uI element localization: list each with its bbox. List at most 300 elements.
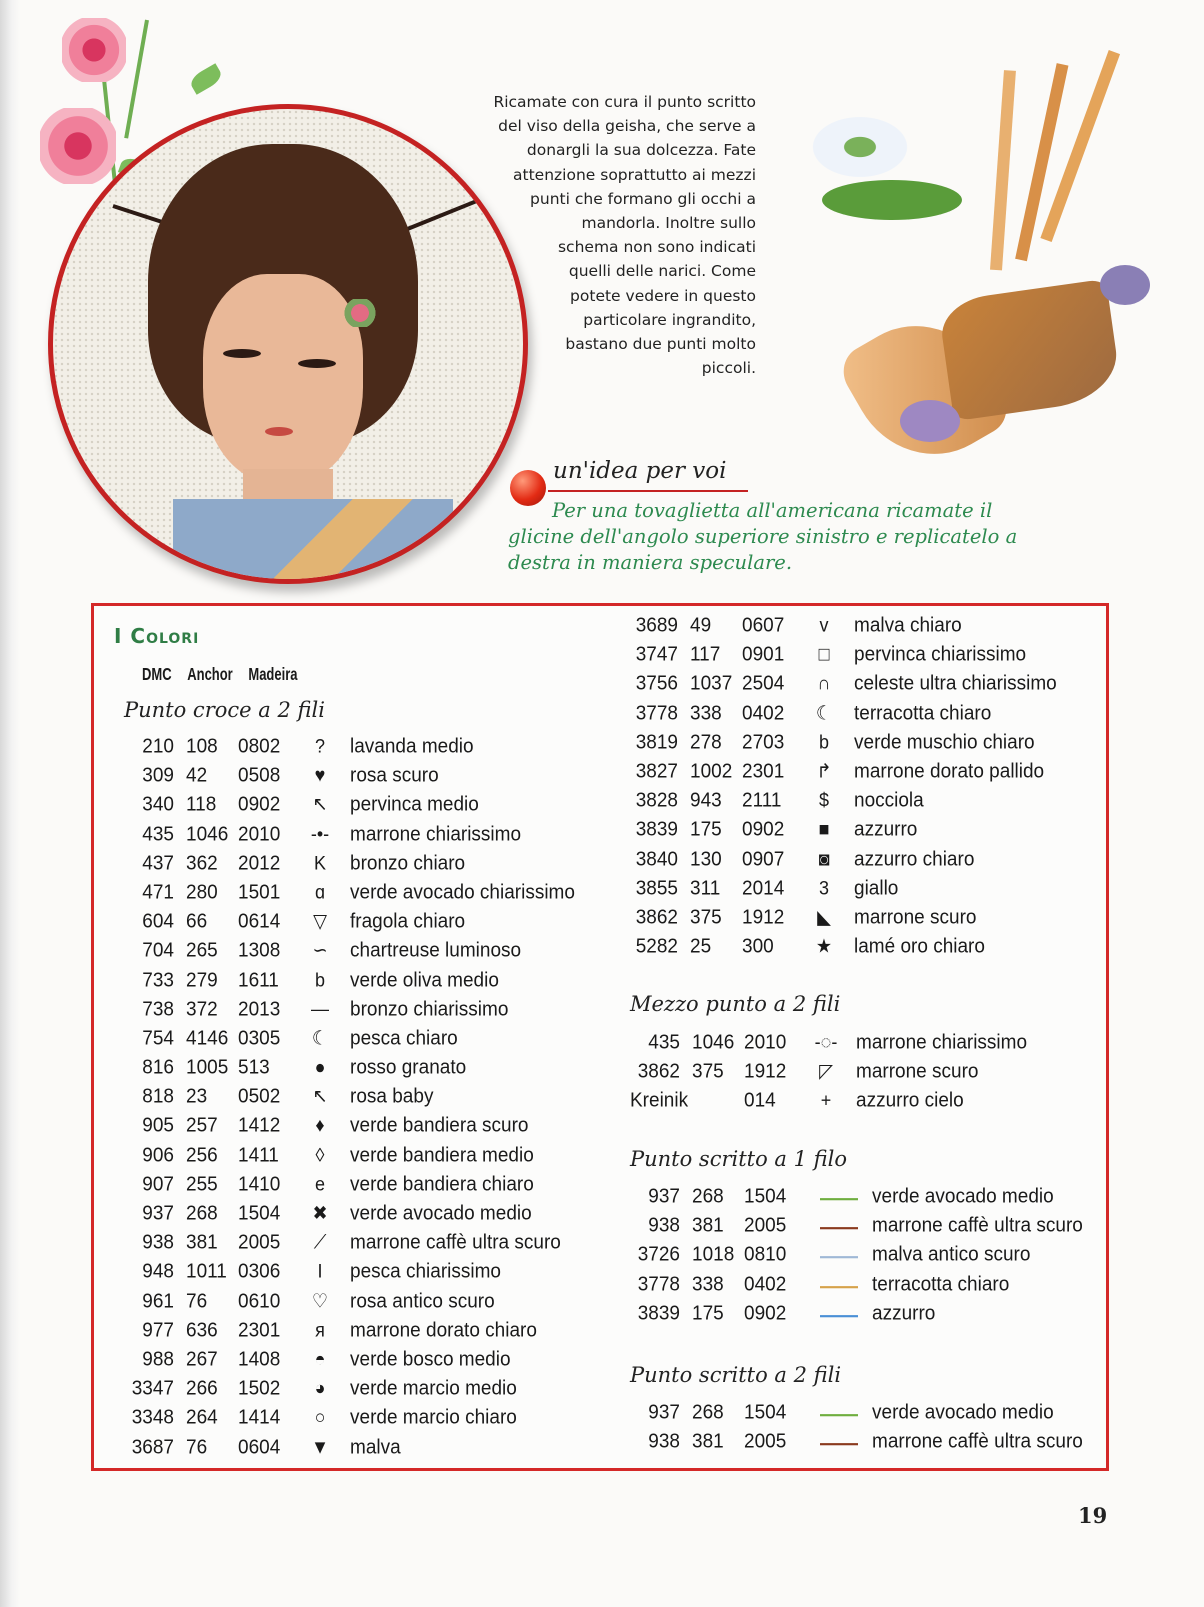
- madeira-code: 1504: [744, 1401, 787, 1424]
- table-row: [630, 1085, 1110, 1117]
- hair-flower-icon: [343, 299, 377, 327]
- madeira-code: 0614: [238, 910, 281, 933]
- anchor-code: 130: [690, 847, 722, 871]
- madeira-code: 0508: [238, 764, 281, 788]
- table-row: [124, 789, 604, 821]
- anchor-code: 257: [186, 1114, 218, 1138]
- color-name: nocciola: [854, 789, 924, 812]
- color-name: verde marcio medio: [350, 1377, 517, 1400]
- anchor-code: 23: [186, 1085, 208, 1109]
- table-row: [628, 931, 1108, 963]
- madeira-code: 2301: [742, 760, 785, 783]
- table-row: [630, 1298, 1110, 1330]
- stitch-symbol-icon: b: [314, 968, 325, 991]
- backstitch-line-swatch: [820, 1286, 858, 1288]
- anchor-code: 338: [690, 701, 722, 725]
- color-name: rosa baby: [350, 1085, 434, 1109]
- dmc-code: 977: [142, 1318, 174, 1342]
- color-name: verde bandiera chiaro: [350, 1172, 534, 1196]
- madeira-code: 2005: [238, 1231, 281, 1255]
- section-title-croce: Punto croce a 2 fili: [124, 698, 325, 722]
- stitch-symbol-icon: ↱: [816, 760, 832, 782]
- anchor-code: 267: [186, 1348, 218, 1371]
- idea-text: Per una tovaglietta all'americana ricamate il glicine dell'angolo superiore sinistro e replicatelo a destra in maniera speculare.: [508, 499, 1018, 574]
- madeira-code: 1411: [238, 1143, 279, 1167]
- stitch-symbol-icon: ☾: [815, 701, 833, 724]
- stitch-symbol-icon: ∽: [312, 939, 328, 962]
- table-row: [124, 1431, 604, 1463]
- table-row: [124, 818, 604, 850]
- stitch-symbol-icon: ⟋: [313, 1231, 327, 1253]
- dmc-code: 907: [142, 1172, 174, 1196]
- anchor-code: 375: [692, 1060, 724, 1084]
- anchor-code: 255: [186, 1172, 218, 1196]
- col-madeira: Madeira: [248, 664, 298, 685]
- madeira-code: 2010: [744, 1031, 787, 1054]
- dmc-code: 3747: [635, 643, 678, 667]
- lotus-icon: [805, 112, 915, 182]
- anchor-code: 4146: [186, 1027, 229, 1050]
- stitch-symbol-icon: ◓: [314, 1348, 326, 1370]
- backstitch-line-swatch: [820, 1198, 858, 1200]
- color-name: marrone chiarissimo: [350, 822, 522, 846]
- madeira-code: 2005: [744, 1214, 787, 1238]
- madeira-code: 2111: [742, 789, 782, 812]
- color-name: malva: [350, 1435, 401, 1459]
- color-name: verde bandiera scuro: [350, 1114, 529, 1138]
- stitch-symbol-icon: ◊: [315, 1143, 325, 1166]
- stitch-symbol-icon: v: [819, 614, 829, 636]
- table-row: [124, 731, 604, 763]
- color-name: bronzo chiarissimo: [350, 997, 509, 1021]
- table-row: [124, 1256, 604, 1288]
- stitch-symbol-icon: ↖: [312, 793, 328, 816]
- color-name: pesca chiarissimo: [350, 1260, 501, 1284]
- anchor-code: 175: [690, 818, 722, 842]
- stitch-symbol-icon: ᴙ: [315, 1318, 325, 1341]
- anchor-code: 117: [690, 643, 721, 667]
- dmc-code: 340: [142, 793, 174, 817]
- madeira-code: 0810: [744, 1243, 787, 1267]
- anchor-code: 118: [186, 793, 217, 817]
- color-name: lavanda medio: [350, 735, 474, 758]
- dmc-code: 938: [142, 1231, 174, 1255]
- anchor-code: 338: [692, 1272, 724, 1296]
- dmc-code: 3819: [635, 730, 678, 754]
- stitch-symbol-icon: 3: [818, 876, 829, 899]
- madeira-code: 300: [742, 935, 774, 958]
- table-row: [124, 760, 604, 792]
- color-name: marrone dorato pallido: [854, 760, 1045, 783]
- anchor-code: 76: [186, 1289, 208, 1313]
- dmc-code: 3756: [635, 672, 678, 696]
- anchor-code: 1018: [692, 1243, 735, 1267]
- table-row: [628, 843, 1108, 875]
- stitch-symbol-icon: ■: [818, 818, 830, 841]
- color-name: terracotta chiaro: [854, 701, 992, 725]
- anchor-code: 265: [186, 939, 218, 963]
- anchor-code: 76: [186, 1435, 208, 1459]
- color-name: verde oliva medio: [350, 968, 499, 992]
- dmc-code: 3862: [637, 1060, 680, 1084]
- dmc-code: 938: [648, 1430, 680, 1454]
- madeira-code: 0402: [742, 701, 785, 725]
- table-row: [124, 964, 604, 996]
- dmc-code: 5282: [635, 935, 678, 958]
- stitch-symbol-icon: ▽: [313, 910, 327, 932]
- madeira-code: 0305: [238, 1027, 281, 1050]
- stitch-symbol-icon: -◌-: [814, 1031, 838, 1053]
- dmc-code: 906: [142, 1143, 174, 1167]
- anchor-code: 1046: [186, 822, 229, 846]
- color-name: giallo: [854, 876, 899, 900]
- stitch-symbol-icon: ◣: [817, 906, 831, 928]
- anchor-code: 1011: [186, 1260, 227, 1284]
- color-name: marrone caffè ultra scuro: [872, 1430, 1083, 1454]
- madeira-code: 1308: [238, 939, 281, 963]
- anchor-code: 311: [690, 876, 721, 900]
- color-name: verde avocado medio: [872, 1185, 1054, 1208]
- table-row: [124, 1052, 604, 1084]
- stitch-symbol-icon: ◕: [314, 1377, 326, 1399]
- stitch-symbol-icon: ♦: [315, 1114, 325, 1137]
- dmc-code: 435: [142, 822, 174, 846]
- madeira-code: 1410: [238, 1172, 281, 1196]
- madeira-code: 1611: [238, 968, 279, 992]
- table-row: [124, 1023, 604, 1055]
- color-name: marrone dorato chiaro: [350, 1318, 537, 1342]
- color-name: marrone chiarissimo: [856, 1031, 1028, 1054]
- table-row: [628, 727, 1108, 759]
- color-name: rosa antico scuro: [350, 1289, 495, 1313]
- madeira-code: 2005: [744, 1430, 787, 1454]
- backstitch-line-swatch: [820, 1315, 858, 1317]
- stitch-symbol-icon: b: [818, 730, 829, 753]
- anchor-code: 1046: [692, 1031, 735, 1054]
- table-row: [628, 873, 1108, 905]
- dmc-code: 3726: [637, 1243, 680, 1267]
- anchor-code: 280: [186, 881, 218, 904]
- dmc-code: 961: [142, 1289, 174, 1313]
- table-row: [124, 877, 604, 909]
- anchor-code: 943: [690, 789, 722, 812]
- dmc-code: 704: [142, 939, 174, 963]
- col-dmc: DMC: [142, 664, 172, 685]
- table-row: [124, 1285, 604, 1317]
- dmc-code: 3839: [637, 1301, 680, 1325]
- dmc-code: 738: [142, 997, 174, 1021]
- anchor-code: 1002: [690, 760, 733, 783]
- madeira-code: 2013: [238, 997, 281, 1021]
- anchor-code: 25: [690, 935, 712, 958]
- anchor-code: 381: [186, 1231, 218, 1255]
- stitch-symbol-icon: +: [820, 1089, 832, 1112]
- madeira-code: 2301: [238, 1318, 281, 1342]
- table-row: [630, 1426, 1110, 1458]
- dmc-code: 905: [142, 1114, 174, 1138]
- table-row: [630, 1239, 1110, 1271]
- color-name: verde bandiera medio: [350, 1143, 534, 1167]
- backstitch-line-swatch: [820, 1256, 858, 1258]
- table-row: [630, 1397, 1110, 1429]
- page-edge: [0, 0, 20, 1607]
- color-name: marrone scuro: [854, 906, 977, 929]
- table-row: [124, 1198, 604, 1230]
- anchor-code: 381: [692, 1214, 724, 1238]
- anchor-code: 256: [186, 1143, 218, 1167]
- dmc-code: 471: [142, 881, 174, 904]
- table-row: [124, 1315, 604, 1347]
- section-title-scritto2: Punto scritto a 2 fili: [630, 1363, 842, 1387]
- scritto1-list: [630, 1182, 1110, 1328]
- table-row: [124, 1344, 604, 1376]
- color-name: marrone scuro: [856, 1060, 979, 1084]
- dmc-code: 210: [142, 735, 174, 758]
- dmc-code: 937: [648, 1401, 680, 1424]
- madeira-code: 1408: [238, 1348, 281, 1371]
- color-name: rosso granato: [350, 1056, 467, 1079]
- color-name: pervinca medio: [350, 793, 479, 817]
- anchor-code: 278: [690, 730, 722, 754]
- table-row: [124, 848, 604, 880]
- anchor-code: 372: [186, 997, 218, 1021]
- croce-right-list: [628, 611, 1108, 961]
- anchor-code: 375: [690, 906, 722, 929]
- anchor-code: 49: [690, 614, 712, 637]
- table-row: [124, 935, 604, 967]
- table-row: [628, 639, 1108, 671]
- table-row: [124, 906, 604, 938]
- backstitch-line-swatch: [820, 1443, 858, 1445]
- table-row: [124, 1081, 604, 1113]
- dmc-code: Kreinik: [630, 1089, 689, 1113]
- table-row: [124, 994, 604, 1026]
- madeira-code: 014: [744, 1089, 776, 1113]
- color-name: azzurro cielo: [856, 1089, 964, 1113]
- divider: [548, 490, 748, 492]
- stitch-symbol-icon: e: [314, 1172, 325, 1195]
- colors-table: [91, 603, 1109, 1471]
- mezzo-list: [630, 1028, 1110, 1116]
- madeira-code: 2504: [742, 672, 785, 696]
- color-name: verde avocado medio: [350, 1202, 532, 1225]
- color-name: azzurro: [854, 818, 918, 842]
- anchor-code: 279: [186, 968, 218, 992]
- madeira-code: 1502: [238, 1377, 281, 1400]
- anchor-code: 42: [186, 764, 208, 788]
- color-name: verde marcio chiaro: [350, 1406, 517, 1430]
- dmc-code: 733: [142, 968, 174, 992]
- croce-left-list: [124, 732, 604, 1462]
- madeira-code: 0610: [238, 1289, 281, 1313]
- anchor-code: 66: [186, 910, 208, 933]
- madeira-code: 0502: [238, 1085, 281, 1109]
- madeira-code: 0607: [742, 614, 785, 637]
- stitch-symbol-icon: ɑ: [314, 881, 325, 903]
- dmc-code: 3687: [131, 1435, 174, 1459]
- column-headers: [142, 664, 310, 684]
- color-name: azzurro: [872, 1301, 936, 1325]
- stitch-symbol-icon: —: [311, 997, 329, 1020]
- dmc-code: 3839: [635, 818, 678, 842]
- dmc-code: 3778: [635, 701, 678, 725]
- dmc-code: 604: [142, 910, 174, 933]
- color-name: marrone caffè ultra scuro: [872, 1214, 1083, 1238]
- color-name: fragola chiaro: [350, 910, 466, 933]
- dmc-code: 309: [142, 764, 174, 788]
- table-row: [124, 1402, 604, 1434]
- color-name: lamé oro chiaro: [854, 935, 985, 958]
- dmc-code: 754: [142, 1027, 174, 1050]
- table-row: [630, 1027, 1110, 1059]
- flower-icon: [40, 108, 116, 184]
- color-name: marrone caffè ultra scuro: [350, 1231, 561, 1255]
- dmc-code: 3855: [635, 876, 678, 900]
- madeira-code: 0604: [238, 1435, 281, 1459]
- color-name: terracotta chiaro: [872, 1272, 1010, 1296]
- anchor-code: 268: [692, 1401, 724, 1424]
- stitch-symbol-icon: ▼: [311, 1435, 329, 1458]
- anchor-code: 1005: [186, 1056, 229, 1079]
- backstitch-line-swatch: [820, 1227, 858, 1229]
- intro-text: Ricamate con cura il punto scritto del viso della geisha, che serve a donargli la sua dolcezza. Fate attenzione soprattutto ai mezzi punti che formano gli occhi a mandorla. Inoltre sullo schema non sono indicati quelli delle narici. Come potete vedere in questo particolare ingrandito, bastano due punti molto piccoli.: [493, 93, 756, 378]
- madeira-code: 513: [238, 1056, 270, 1079]
- madeira-code: 0907: [742, 847, 785, 871]
- section-title-mezzo: Mezzo punto a 2 fili: [630, 992, 841, 1016]
- col-anchor: Anchor: [187, 664, 233, 685]
- anchor-code: 1037: [690, 672, 733, 696]
- madeira-code: 0306: [238, 1260, 281, 1284]
- stitch-symbol-icon: ♡: [311, 1289, 329, 1312]
- scritto2-list: [630, 1398, 1110, 1456]
- dmc-code: 3347: [131, 1377, 174, 1400]
- madeira-code: 2703: [742, 730, 785, 754]
- color-name: verde bosco medio: [350, 1348, 511, 1371]
- dmc-code: 816: [142, 1056, 174, 1079]
- table-row: [628, 756, 1108, 788]
- anchor-code: 381: [692, 1430, 724, 1454]
- color-name: malva antico scuro: [872, 1243, 1031, 1267]
- table-row: [628, 814, 1108, 846]
- dmc-code: 3840: [635, 847, 678, 871]
- anchor-code: 636: [186, 1318, 218, 1342]
- table-row: [628, 610, 1108, 642]
- color-name: verde avocado chiarissimo: [350, 881, 575, 904]
- dmc-code: 3778: [637, 1272, 680, 1296]
- dmc-code: 818: [142, 1085, 174, 1109]
- madeira-code: 0402: [744, 1272, 787, 1296]
- stitch-symbol-icon: ↖: [312, 1085, 328, 1108]
- dmc-code: 3828: [635, 789, 678, 812]
- dmc-code: 3348: [131, 1406, 174, 1430]
- stitch-symbol-icon: ○: [314, 1406, 326, 1429]
- stitch-symbol-icon: ◙: [818, 847, 830, 870]
- color-name: chartreuse luminoso: [350, 939, 522, 963]
- dmc-code: 3827: [635, 760, 678, 783]
- dmc-code: 3862: [635, 906, 678, 929]
- anchor-code: 266: [186, 1377, 218, 1400]
- table-row: [124, 1110, 604, 1142]
- color-name: malva chiaro: [854, 614, 962, 637]
- color-name: pervinca chiarissimo: [854, 643, 1027, 667]
- table-row: [124, 1227, 604, 1259]
- dmc-code: 3689: [635, 614, 678, 637]
- madeira-code: 2012: [238, 851, 281, 875]
- stitch-symbol-icon: $: [818, 789, 829, 811]
- stitch-symbol-icon: ♥: [314, 764, 326, 786]
- color-name: azzurro chiaro: [854, 847, 975, 871]
- anchor-code: 268: [692, 1185, 724, 1208]
- color-name: verde avocado medio: [872, 1401, 1054, 1424]
- madeira-code: 1501: [238, 881, 281, 904]
- stitch-symbol-icon: □: [818, 643, 830, 665]
- stitch-symbol-icon: ?: [314, 735, 325, 757]
- backstitch-line-swatch: [820, 1414, 858, 1416]
- table-row: [628, 697, 1108, 729]
- stitch-symbol-icon: ◸: [819, 1060, 833, 1082]
- madeira-code: 1504: [238, 1202, 281, 1225]
- stitch-symbol-icon: K: [313, 851, 326, 874]
- dmc-code: 435: [648, 1031, 680, 1054]
- stitch-symbol-icon: I: [317, 1260, 323, 1283]
- anchor-code: 264: [186, 1406, 218, 1430]
- table-row: [628, 785, 1108, 817]
- dmc-code: 437: [142, 851, 174, 875]
- table-row: [630, 1181, 1110, 1213]
- section-title-scritto1: Punto scritto a 1 filo: [630, 1147, 848, 1171]
- madeira-code: 2010: [238, 822, 281, 846]
- madeira-code: 0802: [238, 735, 281, 758]
- color-name: celeste ultra chiarissimo: [854, 672, 1057, 696]
- flower-icon: [62, 18, 126, 82]
- table-row: [124, 1169, 604, 1201]
- table-row: [628, 668, 1108, 700]
- madeira-code: 1912: [744, 1060, 787, 1084]
- colors-title: I Colori: [114, 624, 200, 648]
- table-row: [630, 1268, 1110, 1300]
- color-name: rosa scuro: [350, 764, 439, 788]
- madeira-code: 0902: [742, 818, 785, 842]
- color-name: pesca chiaro: [350, 1027, 458, 1050]
- madeira-code: 0901: [742, 643, 785, 667]
- anchor-code: 268: [186, 1202, 218, 1225]
- color-name: verde muschio chiaro: [854, 730, 1035, 754]
- table-row: [628, 902, 1108, 934]
- page-number: 19: [1078, 1503, 1108, 1528]
- madeira-code: 0902: [238, 793, 281, 817]
- madeira-code: 0902: [744, 1301, 787, 1325]
- stitch-symbol-icon: ☾: [311, 1027, 329, 1049]
- color-name: bronzo chiaro: [350, 851, 466, 875]
- dmc-code: 948: [142, 1260, 174, 1284]
- stitch-symbol-icon: ●: [314, 1056, 326, 1078]
- idea-title: un'idea per voi: [553, 458, 727, 484]
- stitch-symbol-icon: ✖: [312, 1202, 328, 1224]
- dmc-code: 938: [648, 1214, 680, 1238]
- table-row: [124, 1139, 604, 1171]
- table-row: [124, 1373, 604, 1405]
- stitch-symbol-icon: ★: [815, 935, 833, 957]
- table-row: [630, 1210, 1110, 1242]
- madeira-code: 1912: [742, 906, 785, 929]
- anchor-code: 362: [186, 851, 218, 875]
- dmc-code: 937: [648, 1185, 680, 1208]
- anchor-code: 175: [692, 1301, 724, 1325]
- stitch-symbol-icon: ∩: [817, 672, 831, 695]
- madeira-code: 1412: [238, 1114, 281, 1138]
- table-row: [630, 1056, 1110, 1088]
- madeira-code: 1504: [744, 1185, 787, 1208]
